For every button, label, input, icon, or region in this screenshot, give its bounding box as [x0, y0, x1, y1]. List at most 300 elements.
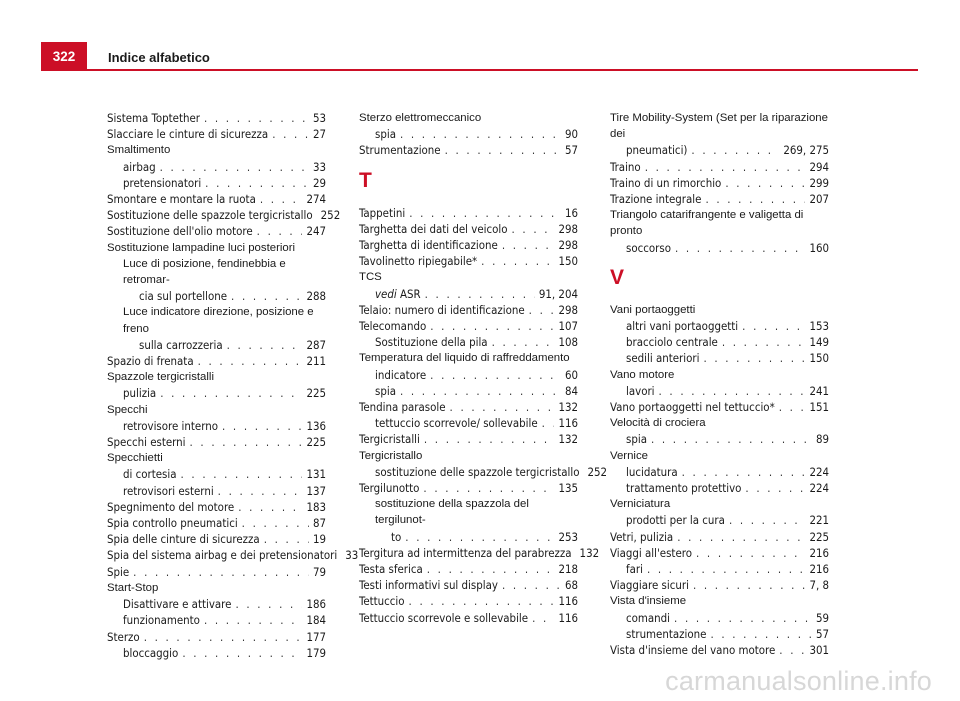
index-entry-line: [123, 337, 326, 353]
dot-leader: [227, 337, 303, 353]
index-term: Traino di un rimorchio: [610, 175, 722, 190]
dot-leader: [204, 110, 309, 126]
index-term: pneumatici): [626, 143, 688, 158]
page-ref: 225: [306, 435, 326, 450]
index-term: Luce di posizione, fendinebbia e retromar-: [123, 257, 286, 287]
page-ref: 207: [809, 192, 829, 207]
index-term: Spia controllo pneumatici: [107, 516, 238, 531]
index-subentry: [359, 383, 578, 399]
index-entry: [359, 318, 578, 334]
page-ref: 27: [312, 127, 326, 142]
index-entry: [107, 207, 341, 223]
index-subentry: [107, 175, 326, 191]
dot-leader: [725, 175, 805, 191]
index-entry: [107, 434, 326, 450]
page-ref: 91, 204: [538, 286, 578, 301]
dot-leader: [779, 399, 806, 415]
index-term: soccorso: [626, 240, 671, 255]
page-ref: 224: [809, 464, 829, 479]
index-term: Spia delle cinture di sicurezza: [107, 532, 260, 547]
index-term: Viaggi all'estero: [610, 545, 692, 560]
page-ref: 84: [564, 383, 578, 398]
index-subentry: [359, 367, 578, 383]
index-entry: [107, 191, 326, 207]
index-column-2: [359, 110, 608, 626]
index-term: Vista d'insieme del vano motore: [610, 643, 776, 658]
index-term: airbag: [123, 159, 156, 174]
index-entry: [359, 302, 578, 318]
index-subentry: [359, 126, 578, 142]
page-ref: 252: [587, 464, 608, 479]
index-subentry: [107, 466, 326, 482]
dot-leader: [450, 399, 555, 415]
index-entry-line: [375, 529, 578, 545]
index-term: Spie: [107, 564, 130, 579]
index-term: Testi informativi sul display: [359, 578, 498, 593]
page-ref: 16: [564, 205, 578, 220]
index-subentry: [107, 483, 326, 499]
dot-leader: [235, 596, 302, 612]
index-subentry: [610, 480, 829, 496]
dot-leader: [703, 350, 805, 366]
index-entry-heading: Verniciatura: [610, 498, 671, 511]
dot-leader: [400, 126, 561, 142]
index-entry: [359, 561, 578, 577]
page-ref: 298: [558, 221, 578, 236]
page-ref: 274: [306, 192, 326, 207]
page-ref: 294: [809, 159, 829, 174]
index-subentry: [107, 385, 326, 401]
index-term: bracciolo centrale: [626, 335, 718, 350]
dot-leader: [231, 288, 302, 304]
index-entry: [359, 480, 578, 496]
page-ref: 116: [558, 594, 578, 609]
index-entry-heading: Tergicristallo: [359, 449, 423, 462]
page-ref: 151: [809, 400, 829, 415]
dot-leader: [729, 512, 806, 528]
dot-leader: [182, 645, 302, 661]
index-term: spia: [375, 383, 396, 398]
watermark: carmanualsonline.info: [665, 666, 932, 696]
index-entry: [359, 431, 578, 447]
index-term: Tettuccio: [359, 594, 405, 609]
index-term: spia: [626, 432, 647, 447]
cross-reference-target: ASR: [400, 286, 421, 301]
index-term: sedili anteriori: [626, 351, 700, 366]
dot-leader: [674, 610, 812, 626]
index-term: cia sul portellone: [139, 289, 228, 304]
index-term: Sostituzione della pila: [375, 335, 488, 350]
index-subentry: [610, 464, 829, 480]
dot-leader: [260, 191, 303, 207]
page-ref: 68: [564, 578, 578, 593]
index-subentry: [107, 159, 326, 175]
index-subentry: [359, 286, 578, 302]
index-term: Luce indicatore direzione, posizione e freno: [123, 306, 314, 335]
page-title: Indice alfabetico: [108, 50, 210, 65]
index-subentry: [610, 350, 829, 366]
dot-leader: [264, 531, 309, 547]
index-entry-heading: Specchi: [107, 403, 148, 416]
index-subentry: [610, 431, 829, 447]
index-entry: [107, 547, 359, 563]
dot-leader: [645, 159, 806, 175]
index-subentry: [359, 415, 578, 431]
dot-leader: [512, 221, 555, 237]
page-ref: 132: [558, 432, 578, 447]
index-subentry: [107, 304, 326, 353]
dot-leader: [181, 466, 303, 482]
index-term: Testa sferica: [359, 562, 423, 577]
dot-leader: [242, 515, 309, 531]
index-term: bloccaggio: [123, 645, 179, 660]
dot-leader: [682, 464, 806, 480]
index-term: fari: [626, 562, 643, 577]
index-term: spia: [375, 127, 396, 142]
page-ref: 19: [312, 532, 326, 547]
index-entry: [610, 399, 829, 415]
page-ref: 33: [345, 548, 359, 563]
index-term: di cortesia: [123, 467, 177, 482]
page-ref: 59: [815, 610, 829, 625]
dot-leader: [238, 499, 302, 515]
index-subentry: [107, 256, 326, 305]
index-term: Targhetta dei dati del veicolo: [359, 221, 508, 236]
dot-leader: [409, 205, 561, 221]
page-ref: 298: [558, 302, 578, 317]
dot-leader: [272, 126, 309, 142]
index-term: indicatore: [375, 367, 427, 382]
index-subentry: [610, 383, 829, 399]
dot-leader: [745, 480, 805, 496]
index-subentry: [610, 318, 829, 334]
index-term: comandi: [626, 610, 671, 625]
dot-leader: [190, 434, 303, 450]
index-entry-heading: Vani portaoggetti: [610, 303, 696, 316]
page-ref: 301: [809, 643, 829, 658]
page-ref: 298: [558, 238, 578, 253]
index-entry: [107, 629, 326, 645]
page-ref: 224: [809, 481, 829, 496]
index-term: [375, 286, 421, 302]
cross-reference-label: vedi: [375, 286, 397, 301]
dot-leader: [481, 253, 554, 269]
index-term: Tendina parasole: [359, 400, 446, 415]
page-ref: 57: [564, 143, 578, 158]
index-entry-heading: Specchietti: [107, 452, 163, 465]
index-entry: [107, 499, 326, 515]
dot-leader: [542, 415, 555, 431]
index-term: Slacciare le cinture di sicurezza: [107, 127, 269, 142]
dot-leader: [423, 480, 554, 496]
page-ref: 107: [558, 319, 578, 334]
page-ref: 150: [558, 254, 578, 269]
dot-leader: [691, 142, 779, 158]
page-ref: 150: [809, 351, 829, 366]
dot-leader: [424, 431, 555, 447]
index-term: trattamento protettivo: [626, 481, 742, 496]
index-term: Trazione integrale: [610, 192, 702, 207]
index-entry: [107, 110, 326, 126]
index-entry-heading: Smaltimento: [107, 144, 171, 157]
dot-leader: [409, 593, 555, 609]
dot-leader: [659, 383, 806, 399]
page-ref: 108: [558, 335, 578, 350]
dot-leader: [675, 240, 805, 256]
index-subentry: [107, 596, 326, 612]
index-term: Vetri, pulizia: [610, 529, 674, 544]
dot-leader: [205, 175, 309, 191]
index-entry-heading: Sostituzione lampadine luci posteriori: [107, 241, 296, 254]
index-term: Disattivare e attivare: [123, 597, 232, 612]
index-subentry: [610, 626, 829, 642]
index-term: Tergicristalli: [359, 432, 420, 447]
page-ref: 179: [306, 645, 326, 660]
page-ref: 253: [558, 529, 578, 544]
dot-leader: [651, 431, 812, 447]
page-ref: 299: [809, 175, 829, 190]
index-entry-heading: Start-Stop: [107, 581, 159, 594]
page-ref: 218: [558, 562, 578, 577]
dot-leader: [204, 612, 303, 628]
index-term: to: [391, 529, 402, 544]
index-term: Sostituzione delle spazzole tergicristallo: [107, 208, 313, 223]
index-term: sulla carrozzeria: [139, 337, 223, 352]
index-subentry: [610, 512, 829, 528]
dot-leader: [693, 577, 806, 593]
page-ref: 288: [306, 289, 326, 304]
index-subentry: [359, 496, 578, 545]
dot-leader: [696, 545, 805, 561]
dot-leader: [427, 561, 555, 577]
dot-leader: [529, 302, 555, 318]
index-term: Specchi esterni: [107, 435, 186, 450]
page-ref: 241: [809, 383, 829, 398]
index-term: Sistema Toptether: [107, 111, 200, 125]
page-ref: 87: [312, 516, 326, 531]
index-subentry: [610, 610, 829, 626]
page-ref: 177: [306, 629, 326, 644]
dot-leader: [430, 318, 554, 334]
index-entry: [610, 529, 829, 545]
page-ref: 252: [320, 208, 341, 223]
page-ref: 90: [564, 127, 578, 142]
index-term: altri vani portaoggetti: [626, 319, 739, 334]
index-entry: [610, 175, 829, 191]
page-ref: 135: [558, 481, 578, 496]
index-subentry: [610, 334, 829, 350]
index-entry-heading: Temperatura del liquido di raffreddamento: [359, 352, 570, 365]
index-section-letter: V: [610, 265, 625, 289]
dot-leader: [710, 626, 812, 642]
index-term: pretensionatori: [123, 175, 202, 190]
index-entry-heading: Spazzole tergicristalli: [107, 371, 214, 384]
index-term: Tire Mobility-System (Set per la riparazione dei: [610, 112, 828, 141]
index-subentry: [610, 561, 829, 577]
index-term: Tettuccio scorrevole e sollevabile: [359, 610, 529, 625]
page-ref: 221: [809, 513, 829, 528]
page-ref: 225: [306, 386, 326, 401]
index-subentry: [359, 334, 578, 350]
header-divider: [41, 69, 918, 71]
index-term: Smontare e montare la ruota: [107, 192, 256, 207]
index-entry: [359, 593, 578, 609]
index-term: Vano portaoggetti nel tettuccio*: [610, 400, 775, 415]
index-entry-heading: TCS: [359, 271, 382, 284]
page-ref: 269, 275: [783, 143, 829, 158]
page-ref: 287: [306, 337, 326, 352]
index-entry: [610, 207, 829, 256]
index-entry: [610, 577, 829, 593]
index-term: sostituzione delle spazzole tergicristallo: [375, 464, 580, 479]
index-term: Traino: [610, 159, 641, 174]
dot-leader: [405, 529, 554, 545]
index-column-3: [610, 110, 829, 658]
index-term: Telecomando: [359, 319, 427, 334]
index-term: Telaio: numero di identificazione: [359, 302, 525, 317]
page-ref: 216: [809, 562, 829, 577]
index-entry: [359, 399, 578, 415]
page-ref: 153: [809, 319, 829, 334]
dot-leader: [160, 385, 302, 401]
index-entry: [107, 564, 326, 580]
index-term: Viaggiare sicuri: [610, 578, 689, 593]
index-entry: [359, 545, 600, 561]
index-entry: [107, 223, 326, 239]
index-term: prodotti per la cura: [626, 513, 725, 528]
dot-leader: [400, 383, 561, 399]
index-term: Tergitura ad intermittenza del parabrezza: [359, 545, 572, 560]
page-ref: 216: [809, 545, 829, 560]
page-ref: 7, 8: [809, 578, 829, 593]
page-ref: 184: [306, 613, 326, 628]
dot-leader: [532, 610, 554, 626]
dot-leader: [133, 564, 309, 580]
index-entry: [359, 577, 578, 593]
dot-leader: [160, 159, 309, 175]
index-term: lucidatura: [626, 464, 678, 479]
dot-leader: [445, 142, 561, 158]
page-ref: 211: [306, 354, 326, 369]
page-ref: 116: [558, 416, 578, 431]
index-term: Spazio di frenata: [107, 354, 194, 369]
index-entry: [610, 642, 829, 658]
index-column-1: [107, 110, 359, 661]
index-entry-heading: Vernice: [610, 449, 648, 462]
page-ref: 132: [579, 545, 600, 560]
index-entry: [359, 221, 578, 237]
index-entry-heading: Velocità di crociera: [610, 417, 706, 430]
dot-leader: [425, 286, 535, 302]
index-subentry: [107, 612, 326, 628]
dot-leader: [222, 418, 302, 434]
page-ref: 131: [306, 467, 326, 482]
index-entry: [107, 531, 326, 547]
index-section-letter: T: [359, 168, 372, 192]
index-entry-line: [610, 142, 829, 158]
index-entry: [107, 515, 326, 531]
page-ref: 149: [809, 335, 829, 350]
index-subentry: [359, 464, 608, 480]
index-term: pulizia: [123, 386, 157, 401]
index-term: Targhetta di identificazione: [359, 238, 498, 253]
page-ref: 132: [558, 400, 578, 415]
dot-leader: [218, 483, 303, 499]
dot-leader: [502, 577, 561, 593]
page-ref: 89: [815, 432, 829, 447]
index-entry: [610, 159, 829, 175]
page-ref: 33: [312, 159, 326, 174]
page-ref: 79: [312, 564, 326, 579]
index-term: Strumentazione: [359, 143, 441, 158]
index-term: Sostituzione dell'olio motore: [107, 224, 253, 239]
dot-leader: [144, 629, 303, 645]
index-term: retrovisore interno: [123, 418, 218, 433]
page-ref: 116: [558, 610, 578, 625]
index-term: Tappetini: [359, 205, 406, 220]
dot-leader: [492, 334, 555, 350]
index-entry: [359, 205, 578, 221]
index-entry: [610, 191, 829, 207]
page-number-tab: 322: [41, 42, 87, 70]
page-ref: 160: [809, 240, 829, 255]
index-entry-line: [123, 288, 326, 304]
index-entry: [107, 126, 326, 142]
dot-leader: [647, 561, 805, 577]
index-subentry: [107, 418, 326, 434]
index-entry: [107, 353, 326, 369]
index-entry-heading: Vista d'insieme: [610, 595, 687, 608]
page-ref: 183: [306, 499, 326, 514]
page-ref: 247: [306, 224, 326, 239]
index-term: sostituzione della spazzola del tergilunot-: [375, 498, 529, 527]
dot-leader: [677, 529, 805, 545]
index-subentry: [107, 645, 326, 661]
index-term: Triangolo catarifrangente e valigetta di pronto: [610, 209, 804, 238]
dot-leader: [430, 367, 561, 383]
dot-leader: [502, 237, 555, 253]
index-entry: [359, 237, 578, 253]
index-entry: [610, 110, 829, 159]
index-term: Sterzo: [107, 629, 140, 644]
dot-leader: [257, 223, 303, 239]
index-term: lavori: [626, 383, 655, 398]
page-ref: 57: [815, 626, 829, 641]
page-ref: 29: [312, 175, 326, 190]
page-ref: 225: [809, 529, 829, 544]
page-ref: 137: [306, 483, 326, 498]
index-entry: [359, 610, 578, 626]
index-term: retrovisori esterni: [123, 483, 214, 498]
dot-leader: [779, 642, 805, 658]
index-entry-heading: Sterzo elettromeccanico: [359, 112, 482, 124]
index-term: tettuccio scorrevole/ sollevabile: [375, 416, 538, 431]
page-ref: 60: [564, 367, 578, 382]
index-entry: [359, 253, 578, 269]
page-ref: 53: [312, 111, 326, 125]
index-term: funzionamento: [123, 613, 200, 628]
dot-leader: [742, 318, 805, 334]
index-entry: [610, 545, 829, 561]
index-term: Spia del sistema airbag e dei pretensionatori: [107, 548, 338, 563]
index-entry: [359, 142, 578, 158]
index-term: Tavolinetto ripiegabile*: [359, 254, 478, 269]
dot-leader: [722, 334, 806, 350]
page-ref: 186: [306, 597, 326, 612]
index-term: strumentazione: [626, 626, 707, 641]
page-ref: 136: [306, 418, 326, 433]
index-term: Tergilunotto: [359, 481, 420, 496]
